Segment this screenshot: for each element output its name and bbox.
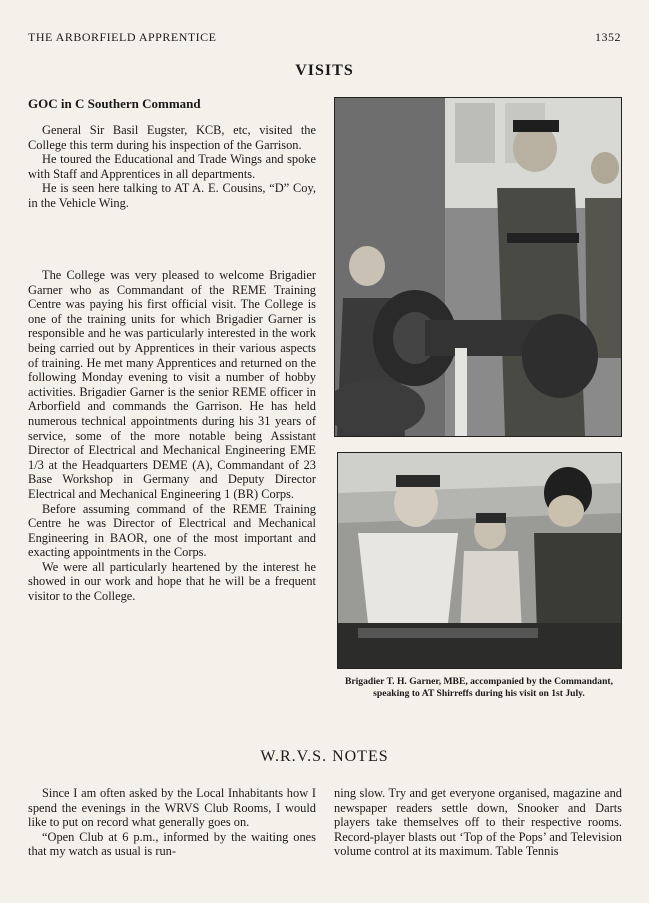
photo-brigadier-garner-image <box>338 453 621 668</box>
page-number: 1352 <box>595 30 621 44</box>
paragraph: We were all particularly heartened by the interest he showed in our work and hope that he will be a frequent visitor to the College. <box>28 559 316 604</box>
paragraph: General Sir Basil Eugster, KCB, etc, visited the College this term during his inspection of the Garrison. <box>28 123 316 152</box>
photo-vehicle-wing <box>334 97 622 437</box>
visits-body <box>28 268 316 604</box>
section-title-wrvs: W.R.V.S. NOTES <box>260 748 389 765</box>
paragraph: He is seen here talking to AT A. E. Cousins, “D” Coy, in the Vehicle Wing. <box>28 181 316 210</box>
publication-title: THE ARBORFIELD APPRENTICE <box>28 30 217 44</box>
wrvs-column-2 <box>334 786 622 859</box>
photo-brigadier-garner <box>337 452 622 669</box>
paragraph: ning slow. Try and get everyone organised, magazine and newspaper readers settle down, Snooker and Darts players take themselves off to their respective rooms. Record-player blasts out ‘Top of the Pops’ and Television volume control at its maximum. Table Tennis <box>334 786 622 859</box>
visits-intro <box>28 123 316 211</box>
photo-vehicle-wing-image <box>335 98 621 436</box>
subheading-goc: GOC in C Southern Command <box>28 96 201 111</box>
photo-caption: Brigadier T. H. Garner, MBE, accompanied by the Commandant, speaking to AT Shirreffs during his visit on 1st July. <box>344 676 613 699</box>
paragraph: Before assuming command of the REME Training Centre he was Director of Electrical and Mechanical Engineering in BAOR, one of the most important and exacting appointments in the Corps. <box>28 501 316 560</box>
paragraph: Since I am often asked by the Local Inhabitants how I spend the evenings in the WRVS Club Rooms, I would like to put on record what generally goes on. <box>28 786 316 830</box>
paragraph: The College was very pleased to welcome Brigadier Garner who as Commandant of the REME Training Centre was paying his first official visit. The College is one of the training units for which Brigadier Garner is responsible and he was particularly interested in the work being carried out by Apprentices in their various aspects of training. He met many Apprentices and returned on the following Monday evening to visit a number of hobby activities. Brigadier Garner is the senior REME officer in Arborfield and commands the Garrison. He has held numerous technical appointments during his 31 years of service, some of the more notable being Assistant Director of Electrical and Mechanical Engineering EME 1/3 at the Headquarters DEME (A), Commandant of 23 Base Workshop in Germany and Deputy Director Electrical and Mechanical Engineering 1 (BR) Corps. <box>28 268 316 501</box>
paragraph: He toured the Educational and Trade Wings and spoke with Staff and Apprentices in all departments. <box>28 152 316 181</box>
wrvs-column-1 <box>28 786 316 859</box>
section-title-visits: VISITS <box>295 62 354 79</box>
paragraph: “Open Club at 6 p.m., informed by the waiting ones that my watch as usual is run- <box>28 829 316 859</box>
